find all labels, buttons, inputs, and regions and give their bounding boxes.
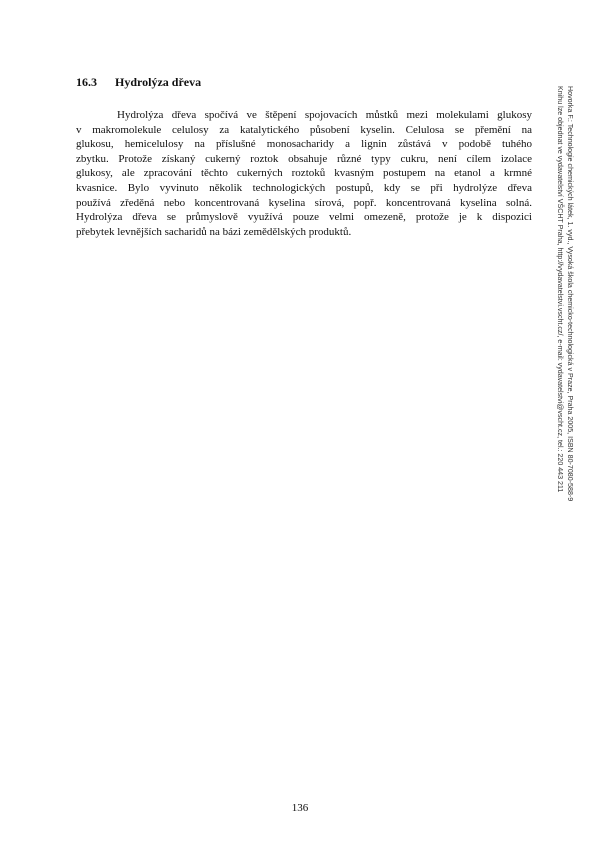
paragraph-line: glukosy, ale zpracování těchto cukerných roztoků kvasným postupem na etanol a krmné (76, 167, 532, 180)
ordering-info-line: Knihu lze objednat ve vydavatelství VŠCHT Praha, http://vydavatelstvi.vscht.cz/, e-mail: vydavatelstvi@vscht.cz, tel.: 220 443 211 (556, 86, 564, 493)
paragraph-line: Hydrolýza dřeva spočívá ve štěpení spojovacích můstků mezi molekulami glukosy (117, 109, 532, 121)
section-title: Hydrolýza dřeva (115, 75, 202, 89)
page-number: 136 (291, 802, 309, 814)
paragraph-line: používá zředěná nebo koncentrovaná kyselina sírová, popř. koncentrovaná kyselina solná. (76, 196, 532, 209)
paragraph-line: kvasnice. Bylo vyvinuto několik technologických postupů, kdy se při hydrolýze dřeva (76, 181, 532, 194)
paragraph-line: glukosu, hemicelulosy na příslušné monosacharidy a lignin zůstává v podobě tuhého (76, 138, 532, 151)
section-heading (76, 75, 201, 90)
paragraph-line: přebytek levnějších sacharidů na bázi zemědělských produktů. (76, 225, 352, 238)
body-paragraph (76, 108, 532, 239)
paragraph-line: Hydrolýza dřeva se průmyslově využívá pouze velmi omezeně, protože je k dispozici (76, 211, 532, 224)
side-citation-note (555, 86, 575, 501)
section-number: 16.3 (76, 75, 97, 89)
paragraph-line: v makromolekule celulosy za katalytického působení kyselin. Celulosa se přemění na (76, 123, 532, 136)
citation-line: Hovorka F.: Technologie chemických látek, 1. vyd., Vysoká škola chemicko-technologická v Praze, Praha 2005, ISBN 80-7080-588-9 (566, 86, 574, 502)
paragraph-line: zbytku. Protože získaný cukerný roztok obsahuje různé typy cukru, není cílem izolace (76, 152, 532, 165)
